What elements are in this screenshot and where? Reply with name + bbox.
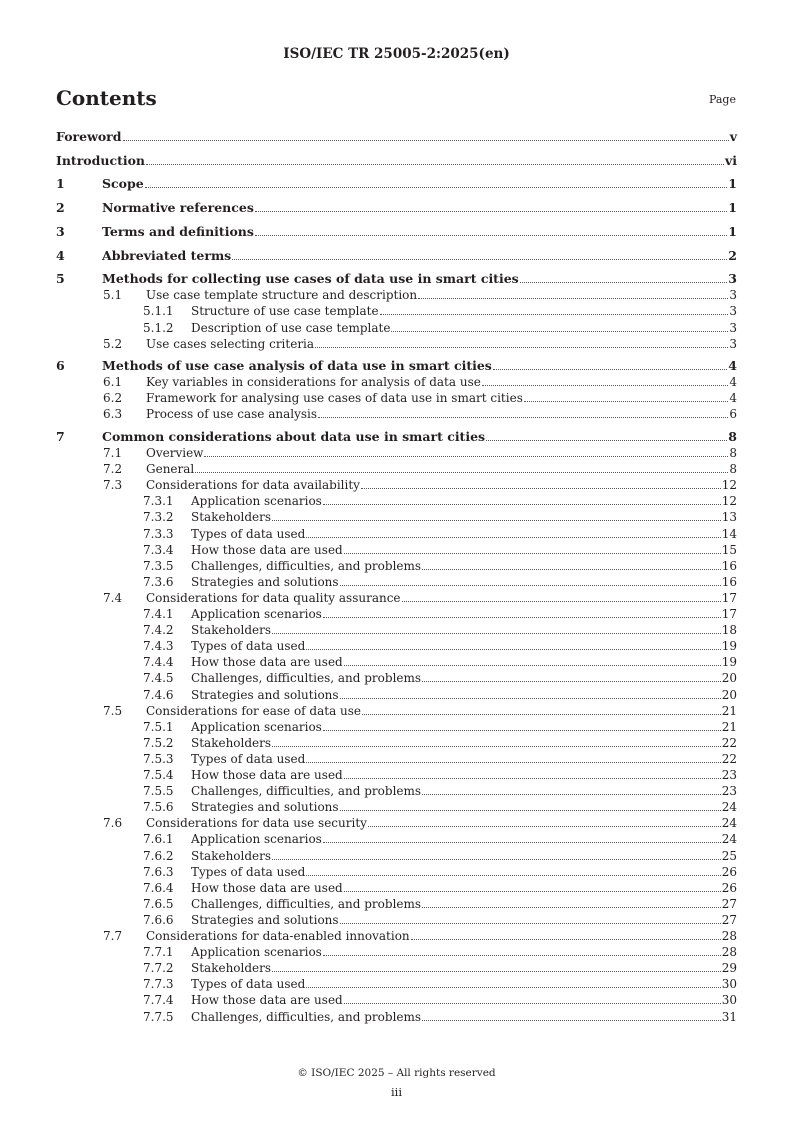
toc-entry[interactable] xyxy=(56,407,737,421)
toc-entry-title: Stakeholders xyxy=(191,735,272,750)
toc-entry-number: 7 xyxy=(56,428,65,444)
toc-entry[interactable] xyxy=(56,591,737,605)
toc-entry-number: 6 xyxy=(56,358,65,374)
toc-dot-leader xyxy=(306,987,720,988)
toc-entry-number: 5.1.1 xyxy=(143,304,174,319)
toc-dot-leader xyxy=(340,698,721,699)
toc-dot-leader xyxy=(195,472,728,473)
toc-entry-number: 7.2 xyxy=(103,462,123,477)
toc-entry-page: 28 xyxy=(721,929,737,943)
toc-entry-page: 24 xyxy=(721,816,737,831)
toc-entry-title: How those data are used xyxy=(191,768,343,782)
toc-entry-title: Methods for collecting use cases of data use in smart cities xyxy=(102,271,519,287)
toc-entry-number: 7.6 xyxy=(103,816,123,831)
toc-entry-page: 26 xyxy=(721,864,737,879)
toc-entry[interactable] xyxy=(56,768,737,782)
toc-dot-leader xyxy=(255,211,727,212)
toc-entry[interactable] xyxy=(56,607,737,621)
toc-dot-leader xyxy=(306,762,720,763)
toc-dot-leader xyxy=(411,939,721,940)
toc-entry-page: 19 xyxy=(721,639,737,654)
toc-dot-leader xyxy=(344,665,721,666)
toc-entry-page: 27 xyxy=(721,912,737,927)
toc-entry-number: 7.6.4 xyxy=(143,880,174,895)
toc-dot-leader xyxy=(402,601,721,602)
toc-entry[interactable] xyxy=(56,249,737,263)
toc-entry-page: 2 xyxy=(728,247,737,263)
toc-entry-title: Methods of use case analysis of data use in smart cities xyxy=(102,358,492,374)
toc-dot-leader xyxy=(422,681,721,682)
toc-entry-number: 7.1 xyxy=(103,446,123,460)
toc-entry-page: 1 xyxy=(728,176,737,192)
toc-entry-number: 7.4.2 xyxy=(143,623,174,638)
toc-entry-title: Types of data used xyxy=(191,526,306,541)
toc-entry[interactable] xyxy=(56,784,737,798)
toc-dot-leader xyxy=(272,746,721,747)
document-header: ISO/IEC TR 25005-2:2025(en) xyxy=(283,46,510,62)
toc-dot-leader xyxy=(368,826,721,827)
toc-entry-title: Stakeholders xyxy=(191,848,272,863)
toc-dot-leader xyxy=(380,314,729,315)
toc-entry[interactable] xyxy=(56,977,737,991)
toc-entry-title: Strategies and solutions xyxy=(191,687,339,702)
toc-entry-number: 7.7 xyxy=(103,929,123,943)
toc-entry-title: Description of use case template xyxy=(191,320,391,335)
toc-entry-page: 24 xyxy=(721,832,737,847)
toc-entry-page: v xyxy=(729,129,737,144)
toc-entry-number: 7.7.3 xyxy=(143,977,174,992)
toc-dot-leader xyxy=(422,794,721,795)
toc-entry-number: 3 xyxy=(56,223,65,239)
toc-entry-number: 7.4.1 xyxy=(143,607,174,621)
toc-entry-title: Challenges, difficulties, and problems xyxy=(191,896,422,911)
toc-entry-number: 5.1 xyxy=(103,288,123,303)
toc-entry-page: 22 xyxy=(721,735,737,750)
toc-entry-page: 25 xyxy=(721,848,737,863)
toc-dot-leader xyxy=(391,331,728,332)
toc-dot-leader xyxy=(422,1020,721,1021)
toc-entry-title: Challenges, difficulties, and problems xyxy=(191,558,422,573)
toc-entry[interactable] xyxy=(56,527,737,541)
toc-entry-page: 15 xyxy=(721,542,737,557)
toc-entry-page: 1 xyxy=(728,200,737,216)
toc-entry-number: 7.4.5 xyxy=(143,671,174,686)
toc-dot-leader xyxy=(340,585,721,586)
toc-entry-title: How those data are used xyxy=(191,655,343,670)
toc-dot-leader xyxy=(255,235,727,236)
toc-entry-page: 29 xyxy=(721,961,737,976)
toc-entry[interactable] xyxy=(56,494,737,508)
toc-entry-number: 7.3.4 xyxy=(143,542,174,557)
toc-entry-number: 7.3.5 xyxy=(143,558,174,573)
toc-entry-page: 13 xyxy=(721,510,737,525)
toc-entry[interactable] xyxy=(56,800,737,814)
page-title: Contents xyxy=(56,86,157,110)
toc-entry-title: Stakeholders xyxy=(191,510,272,525)
toc-entry-title: Application scenarios xyxy=(191,719,322,734)
toc-dot-leader xyxy=(323,842,721,843)
toc-entry-page: 4 xyxy=(729,391,737,406)
toc-entry[interactable] xyxy=(56,881,737,895)
toc-entry-title: Terms and definitions xyxy=(102,223,254,239)
page-column-label: Page xyxy=(708,93,736,106)
toc-entry[interactable] xyxy=(56,321,737,335)
toc-dot-leader xyxy=(272,520,721,521)
toc-entry[interactable] xyxy=(56,225,737,239)
toc-entry[interactable] xyxy=(56,945,737,959)
toc-entry[interactable] xyxy=(56,961,737,975)
toc-entry[interactable] xyxy=(56,993,737,1007)
toc-dot-leader xyxy=(340,810,721,811)
toc-entry-number: 5 xyxy=(56,271,65,287)
toc-entry-title: Stakeholders xyxy=(191,961,272,976)
toc-entry[interactable] xyxy=(56,720,737,734)
toc-entry[interactable] xyxy=(56,201,737,215)
toc-dot-leader xyxy=(520,282,728,283)
toc-entry[interactable] xyxy=(56,623,737,637)
toc-entry-number: 6.1 xyxy=(103,375,123,390)
toc-entry-number: 7.5 xyxy=(103,703,123,718)
toc-entry-page: 8 xyxy=(729,446,737,460)
toc-dot-leader xyxy=(318,417,728,418)
toc-entry-title: Framework for analysing use cases of data use in smart cities xyxy=(146,391,523,406)
toc-entry-page: 24 xyxy=(721,800,737,815)
toc-dot-leader xyxy=(323,955,721,956)
toc-dot-leader xyxy=(344,1003,721,1004)
toc-entry-number: 4 xyxy=(56,247,65,263)
toc-entry-number: 7.6.5 xyxy=(143,896,174,911)
toc-entry-title: How those data are used xyxy=(191,993,343,1008)
toc-entry[interactable] xyxy=(56,1010,737,1024)
toc-entry-title: Overview xyxy=(146,446,204,460)
toc-entry-number: 7.6.1 xyxy=(143,832,174,847)
toc-entry-title: Considerations for data quality assurance xyxy=(146,590,401,605)
toc-entry[interactable] xyxy=(56,752,737,766)
toc-dot-leader xyxy=(323,617,721,618)
toc-dot-leader xyxy=(418,298,728,299)
toc-entry-page: 17 xyxy=(721,607,737,621)
toc-entry-page: 31 xyxy=(721,1009,737,1024)
toc-entry-number: 7.5.4 xyxy=(143,768,174,782)
toc-entry-number: 7.7.5 xyxy=(143,1009,174,1024)
toc-dot-leader xyxy=(344,891,721,892)
toc-entry-title: Challenges, difficulties, and problems xyxy=(191,784,422,799)
toc-dot-leader xyxy=(344,553,721,554)
toc-entry-title: Challenges, difficulties, and problems xyxy=(191,671,422,686)
toc-entry-title: Application scenarios xyxy=(191,494,322,509)
toc-entry-title: Types of data used xyxy=(191,864,306,879)
toc-entry[interactable] xyxy=(56,575,737,589)
toc-entry-page: 8 xyxy=(728,428,737,444)
toc-dot-leader xyxy=(493,369,727,370)
toc-entry-title: Strategies and solutions xyxy=(191,800,339,815)
toc-entry-title: Strategies and solutions xyxy=(191,574,339,589)
toc-entry-page: 16 xyxy=(721,574,737,589)
toc-entry-title: Common considerations about data use in smart cities xyxy=(102,428,486,444)
toc-entry-number: 7.3 xyxy=(103,478,123,493)
toc-entry-title: Structure of use case template xyxy=(191,304,379,319)
toc-entry[interactable] xyxy=(56,272,737,286)
copyright-footer: © ISO/IEC 2025 – All rights reserved xyxy=(297,1067,496,1079)
toc-entry-title: Considerations for data use security xyxy=(146,816,367,831)
toc-entry-number: 7.6.2 xyxy=(143,848,174,863)
toc-entry-number: 6.3 xyxy=(103,407,123,422)
toc-dot-leader xyxy=(272,859,721,860)
toc-entry-title: Use case template structure and description xyxy=(146,288,418,303)
toc-entry[interactable] xyxy=(56,478,737,492)
toc-dot-leader xyxy=(123,140,729,141)
toc-entry-number: 1 xyxy=(56,176,65,192)
toc-entry-title: Scope xyxy=(102,176,144,192)
toc-dot-leader xyxy=(306,875,720,876)
page-number: iii xyxy=(390,1085,403,1099)
toc-entry-number: 7.3.1 xyxy=(143,494,174,509)
toc-entry-title: How those data are used xyxy=(191,542,343,557)
toc-entry-page: 4 xyxy=(729,375,737,390)
toc-entry[interactable] xyxy=(56,736,737,750)
toc-dot-leader xyxy=(323,730,721,731)
toc-entry[interactable] xyxy=(56,177,737,191)
toc-entry[interactable] xyxy=(56,704,737,718)
toc-entry[interactable] xyxy=(56,510,737,524)
toc-entry[interactable] xyxy=(56,897,737,911)
toc-entry-page: 4 xyxy=(728,358,737,374)
toc-entry-number: 5.2 xyxy=(103,336,123,351)
toc-entry-number: 7.7.2 xyxy=(143,961,174,976)
toc-dot-leader xyxy=(145,187,728,188)
toc-entry-page: 20 xyxy=(721,671,737,686)
toc-dot-leader xyxy=(306,649,720,650)
toc-entry-page: 21 xyxy=(721,703,737,718)
toc-dot-leader xyxy=(361,488,721,489)
toc-entry-page: 23 xyxy=(721,768,737,782)
toc-dot-leader xyxy=(340,923,721,924)
toc-entry[interactable] xyxy=(56,391,737,405)
toc-entry-title: Key variables in considerations for analysis of data use xyxy=(146,375,481,390)
toc-entry[interactable] xyxy=(56,337,737,351)
toc-entry-title: Considerations for data-enabled innovation xyxy=(146,929,410,943)
toc-entry-page: 27 xyxy=(721,896,737,911)
toc-entry[interactable] xyxy=(56,375,737,389)
toc-dot-leader xyxy=(422,569,721,570)
toc-entry-number: 2 xyxy=(56,200,65,216)
toc-entry-number: 7.3.3 xyxy=(143,526,174,541)
toc-entry[interactable] xyxy=(56,288,737,302)
toc-entry-title: Types of data used xyxy=(191,751,306,766)
toc-entry-title: How those data are used xyxy=(191,880,343,895)
toc-dot-leader xyxy=(315,347,728,348)
toc-dot-leader xyxy=(272,971,721,972)
toc-entry-page: 18 xyxy=(721,623,737,638)
toc-dot-leader xyxy=(482,385,729,386)
toc-entry-page: 12 xyxy=(721,478,737,493)
toc-entry-number: 5.1.2 xyxy=(143,320,174,335)
toc-entry-title: Process of use case analysis xyxy=(146,407,318,422)
toc-entry[interactable] xyxy=(56,913,737,927)
toc-entry-number: 7.6.3 xyxy=(143,864,174,879)
toc-entry-title: Introduction xyxy=(56,152,146,168)
toc-entry-number: 6.2 xyxy=(103,391,123,406)
toc-entry[interactable] xyxy=(56,154,737,168)
toc-entry-page: 21 xyxy=(721,719,737,734)
toc-dot-leader xyxy=(204,456,728,457)
toc-entry-page: 1 xyxy=(728,223,737,239)
toc-entry-page: 19 xyxy=(721,655,737,670)
toc-entry-title: Application scenarios xyxy=(191,832,322,847)
toc-entry-page: 14 xyxy=(721,526,737,541)
toc-entry-page: 3 xyxy=(729,304,737,319)
toc-entry-number: 7.4.3 xyxy=(143,639,174,654)
toc-entry-title: Foreword xyxy=(56,129,122,144)
toc-entry[interactable] xyxy=(56,929,737,943)
toc-entry[interactable] xyxy=(56,865,737,879)
toc-dot-leader xyxy=(306,537,720,538)
toc-entry-title: Application scenarios xyxy=(191,607,322,621)
toc-entry-page: 3 xyxy=(729,320,737,335)
toc-dot-leader xyxy=(323,504,721,505)
toc-entry[interactable] xyxy=(56,462,737,476)
toc-dot-leader xyxy=(422,907,721,908)
toc-entry[interactable] xyxy=(56,559,737,573)
toc-entry[interactable] xyxy=(56,430,737,444)
toc-entry-title: Normative references xyxy=(102,200,254,216)
toc-entry[interactable] xyxy=(56,639,737,653)
toc-entry-number: 7.4.6 xyxy=(143,687,174,702)
toc-entry-page: 16 xyxy=(721,558,737,573)
toc-entry-title: Application scenarios xyxy=(191,945,322,960)
toc-dot-leader xyxy=(362,714,721,715)
toc-entry-number: 7.6.6 xyxy=(143,912,174,927)
toc-entry-page: 23 xyxy=(721,784,737,799)
toc-entry-title: Stakeholders xyxy=(191,623,272,638)
toc-dot-leader xyxy=(232,259,727,260)
toc-entry-page: 28 xyxy=(721,945,737,960)
toc-entry-page: 6 xyxy=(729,407,737,422)
toc-entry-page: 30 xyxy=(721,993,737,1008)
toc-entry-number: 7.7.1 xyxy=(143,945,174,960)
toc-entry[interactable] xyxy=(56,671,737,685)
toc-dot-leader xyxy=(344,778,721,779)
toc-entry-page: 3 xyxy=(728,271,737,287)
toc-entry-page: 3 xyxy=(729,288,737,303)
toc-entry-title: Abbreviated terms xyxy=(102,247,232,263)
toc-entry-number: 7.5.3 xyxy=(143,751,174,766)
toc-entry[interactable] xyxy=(56,446,737,460)
toc-entry-number: 7.5.2 xyxy=(143,735,174,750)
toc-entry[interactable] xyxy=(56,849,737,863)
toc-entry-number: 7.4 xyxy=(103,590,123,605)
toc-entry-number: 7.3.2 xyxy=(143,510,174,525)
toc-entry-number: 7.3.6 xyxy=(143,574,174,589)
toc-entry[interactable] xyxy=(56,816,737,830)
toc-entry-title: Challenges, difficulties, and problems xyxy=(191,1009,422,1024)
toc-dot-leader xyxy=(146,164,724,165)
toc-entry-number: 7.5.5 xyxy=(143,784,174,799)
toc-entry-title: Types of data used xyxy=(191,639,306,654)
toc-entry[interactable] xyxy=(56,688,737,702)
toc-entry-title: Considerations for data availability xyxy=(146,478,360,493)
toc-dot-leader xyxy=(486,440,727,441)
toc-entry[interactable] xyxy=(56,832,737,846)
toc-entry-page: 12 xyxy=(721,494,737,509)
toc-entry-title: Strategies and solutions xyxy=(191,912,339,927)
toc-entry-page: 22 xyxy=(721,751,737,766)
toc-entry-page: 26 xyxy=(721,880,737,895)
toc-entry[interactable] xyxy=(56,543,737,557)
toc-entry[interactable] xyxy=(56,304,737,318)
toc-entry-page: 17 xyxy=(721,590,737,605)
toc-dot-leader xyxy=(272,633,721,634)
toc-entry-number: 7.5.1 xyxy=(143,719,174,734)
toc-entry-title: Use cases selecting criteria xyxy=(146,336,315,351)
toc-entry-page: 20 xyxy=(721,687,737,702)
toc-entry-number: 7.4.4 xyxy=(143,655,174,670)
toc-entry-title: Considerations for ease of data use xyxy=(146,703,362,718)
toc-dot-leader xyxy=(524,401,729,402)
toc-entry-page: 3 xyxy=(729,336,737,351)
toc-entry-number: 7.5.6 xyxy=(143,800,174,815)
toc-entry-number: 7.7.4 xyxy=(143,993,174,1008)
toc-entry-page: 8 xyxy=(729,462,737,477)
toc-entry[interactable] xyxy=(56,130,737,144)
toc-entry-page: vi xyxy=(724,152,737,168)
toc-entry[interactable] xyxy=(56,359,737,373)
toc-entry[interactable] xyxy=(56,655,737,669)
toc-entry-page: 30 xyxy=(721,977,737,992)
toc-entry-title: General xyxy=(146,462,195,477)
toc-entry-title: Types of data used xyxy=(191,977,306,992)
